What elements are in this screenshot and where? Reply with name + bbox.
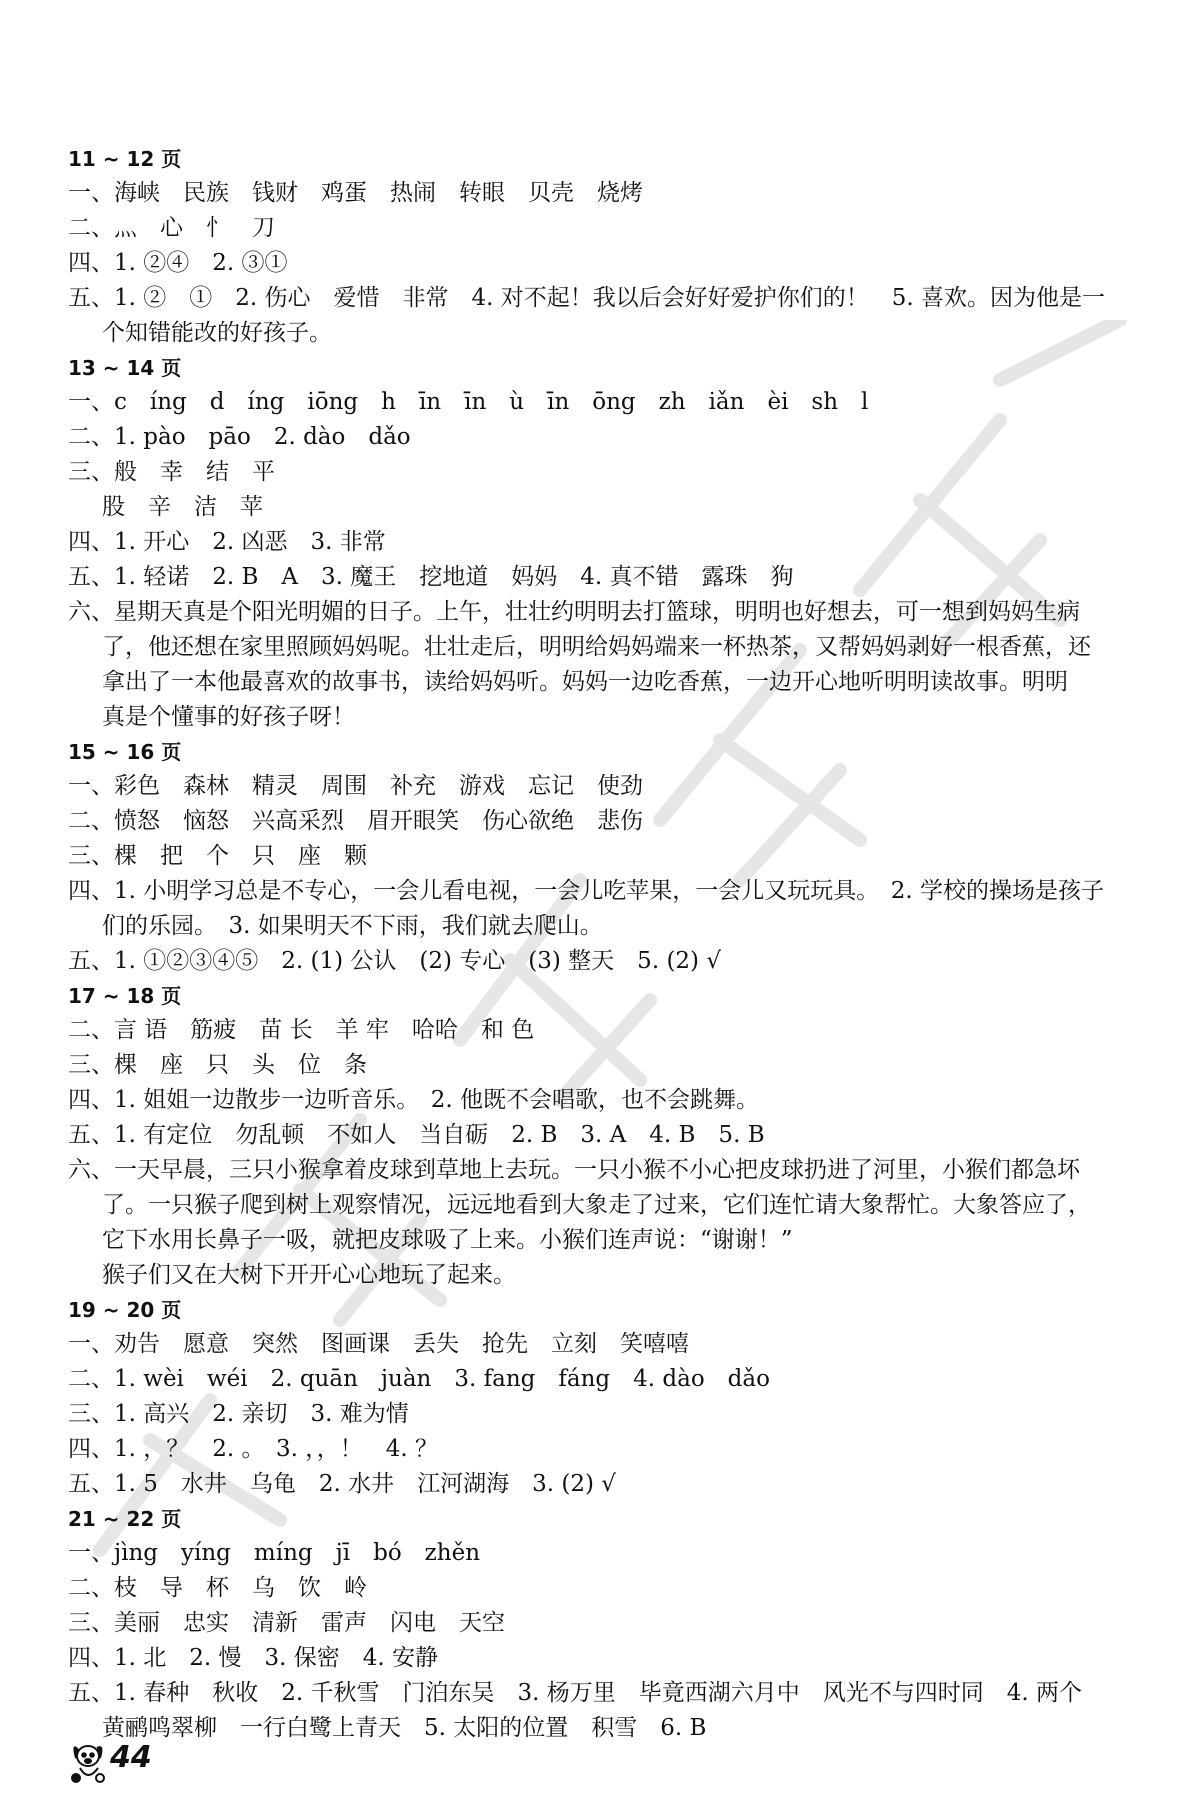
section-heading: 17 ~ 18 页 [68, 984, 182, 1008]
answer-line: 一、劝告 愿意 突然 图画课 丢失 抢先 立刻 笑嘻嘻 [68, 1331, 689, 1357]
answer-line: 了，他还想在家里照顾妈妈呢。壮壮走后，明明给妈妈端来一杯热茶，又帮妈妈剥好一根香蕉，还 [102, 634, 1091, 660]
answer-section [68, 351, 1128, 735]
answer-line: 二、1. wèi wéi 2. quān juàn 3. fang fáng 4. dào dǎo [68, 1366, 770, 1392]
answer-line: 猴子们又在大树下开开心心地玩了起来。 [102, 1262, 516, 1288]
answer-line: 它下水用长鼻子一吸，就把皮球吸了上来。小猴们连声说：“谢谢！” [102, 1227, 793, 1253]
answer-line: 六、一天早晨，三只小猴拿着皮球到草地上去玩。一只小猴不小心把皮球扔进了河里，小猴们都急坏 [68, 1157, 1080, 1183]
answer-line: 五、1. 有定位 勿乱顿 不如人 当自砺 2. B 3. A 4. B 5. B [68, 1122, 765, 1148]
answer-line: 黄鹂鸣翠柳 一行白鹭上青天 5. 太阳的位置 积雪 6. B [102, 1715, 707, 1741]
answer-line: 们的乐园。 3. 如果明天不下雨，我们就去爬山。 [102, 913, 603, 939]
answer-line: 四、1. ②④ 2. ③① [68, 250, 288, 276]
answer-line: 三、1. 高兴 2. 亲切 3. 难为情 [68, 1401, 409, 1427]
answer-line: 五、1. 轻诺 2. B A 3. 魔王 挖地道 妈妈 4. 真不错 露珠 狗 [68, 564, 794, 590]
answer-line: 三、棵 座 只 头 位 条 [68, 1052, 367, 1078]
answer-section [68, 142, 1128, 351]
answer-line: 二、灬 心 忄 刀 [68, 215, 275, 241]
section-heading: 15 ~ 16 页 [68, 740, 182, 764]
answer-line: 三、美丽 忠实 清新 雷声 闪电 天空 [68, 1610, 505, 1636]
answer-line: 四、1. 小明学习总是不专心，一会儿看电视，一会儿吃苹果，一会儿又玩玩具。 2. 学校的操场是孩子 [68, 878, 1105, 904]
answer-line: 四、1. ，？ 2. 。 3. ，，！ 4. ？ [68, 1436, 439, 1462]
answer-line: 五、1. 春种 秋收 2. 千秋雪 门泊东吴 3. 杨万里 毕竟西湖六月中 风光不与四时同 4. 两个 [68, 1680, 1083, 1706]
answer-line: 三、般 幸 结 平 [68, 459, 275, 485]
answer-line: 二、愤怒 恼怒 兴高采烈 眉开眼笑 伤心欲绝 悲伤 [68, 808, 643, 834]
section-heading: 21 ~ 22 页 [68, 1507, 182, 1531]
answer-section [68, 1502, 1128, 1746]
answer-line: 四、1. 姐姐一边散步一边听音乐。 2. 他既不会唱歌，也不会跳舞。 [68, 1087, 760, 1113]
answer-line: 二、枝 导 杯 乌 饮 岭 [68, 1575, 367, 1601]
section-heading: 19 ~ 20 页 [68, 1298, 182, 1322]
answer-line: 拿出了一本他最喜欢的故事书，读给妈妈听。妈妈一边吃香蕉，一边开心地听明明读故事。明明 [102, 669, 1068, 695]
answer-line: 真是个懂事的好孩子呀！ [102, 704, 355, 730]
answer-line: 一、海峡 民族 钱财 鸡蛋 热闹 转眼 贝壳 烧烤 [68, 180, 643, 206]
cartoon-dog-icon [66, 1738, 112, 1784]
section-heading: 11 ~ 12 页 [68, 147, 182, 171]
section-heading: 13 ~ 14 页 [68, 356, 182, 380]
answer-line: 二、言 语 筋疲 苗 长 羊 牢 哈哈 和 色 [68, 1017, 535, 1043]
answer-line: 二、1. pào pāo 2. dào dǎo [68, 424, 411, 450]
answer-line: 五、1. ①②③④⑤ 2. (1) 公认 (2) 专心 (3) 整天 5. (2) √ [68, 948, 721, 974]
answer-section [68, 735, 1128, 979]
answer-line: 一、jìng yíng míng jī bó zhěn [68, 1540, 481, 1566]
answer-line: 一、c íng d íng iōng h īn īn ù īn ōng zh iǎn èi sh l [68, 389, 869, 415]
answer-line: 一、彩色 森林 精灵 周围 补充 游戏 忘记 使劲 [68, 773, 643, 799]
answer-line: 股 辛 洁 苹 [102, 494, 263, 520]
answer-key-content [68, 142, 1128, 1746]
answer-line: 三、棵 把 个 只 座 颗 [68, 843, 367, 869]
answer-line: 四、1. 北 2. 慢 3. 保密 4. 安静 [68, 1645, 439, 1671]
answer-line: 五、1. 5 水井 乌龟 2. 水井 江河湖海 3. (2) √ [68, 1471, 616, 1497]
answer-line: 了。一只猴子爬到树上观察情况，远远地看到大象走了过来，它们连忙请大象帮忙。大象答应了， [102, 1192, 1091, 1218]
answer-line: 五、1. ② ① 2. 伤心 爱惜 非常 4. 对不起！我以后会好好爱护你们的！ 5. 喜欢。因为他是一 [68, 285, 1106, 311]
page-number-badge [66, 1738, 156, 1784]
answer-line: 六、星期天真是个阳光明媚的日子。上午，壮壮约明明去打篮球，明明也好想去，可一想到妈妈生病 [68, 599, 1080, 625]
page-number: 44 [110, 1740, 152, 1775]
answer-section [68, 979, 1128, 1293]
answer-line: 个知错能改的好孩子。 [102, 320, 332, 346]
answer-section [68, 1293, 1128, 1502]
answer-line: 四、1. 开心 2. 凶恶 3. 非常 [68, 529, 386, 555]
